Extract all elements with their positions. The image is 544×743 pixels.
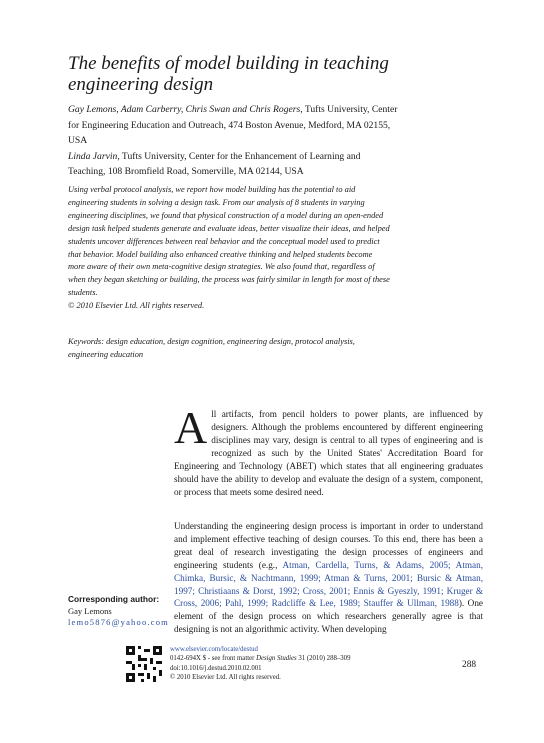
article-title: The benefits of model building in teaching engineering design <box>68 53 389 95</box>
para2-start: Understanding the engineering design process is important in order to understand and implement effective teaching of design courses. To this end, there has been a great deal of research investigating the design processes of engineers and engineering students (e.g., <box>174 521 483 570</box>
journal-name: Design Studies <box>256 655 297 663</box>
intro-paragraph <box>174 402 483 499</box>
keywords: Keywords: design education, design cognition, engineering design, protocol analysis, engineering education <box>68 337 355 359</box>
abstract <box>68 184 390 313</box>
page-number: 288 <box>462 660 477 670</box>
issn-suffix: 31 (2010) 288–309 <box>296 655 351 663</box>
qr-code-icon <box>126 646 162 682</box>
citation-links[interactable]: Atman, Cardella, Turns, & Adams, 2005; Atman, Chimka, Bursic, & Nachtmann, 1999; Atman & Turns, 2001; Bursic & Atman, 1997; Christiaans & Dorst, 1992; Cross, 2001; Ennis & Gyeszly, 1991; Kruger & Cross, 2006; Pahl, 1999; Radcliffe & Lee, 1989; Stauffer & Ullman, 1988 <box>174 559 483 609</box>
corresponding-author <box>68 594 168 629</box>
author-name-2: Linda Jarvin <box>68 150 118 162</box>
intro-text: ll artifacts, from pencil holders to power plants, are influenced by designers. Although the problems encountered by different engineering disciplines may vary, design is central to all types of engineering and is recognized as such by the United States' Accreditation Board for Engineering and Technology (ABET) which states that all engineering graduates should have the ability to develop and evaluate the design of a system, component, or process that meets some desired need. <box>174 409 483 497</box>
corresponding-label: Corresponding author: <box>68 594 160 604</box>
drop-cap: A <box>174 402 208 453</box>
para2-end: ). One element of the design process on which researchers generally agree is that designing is not an algorithmic activity. When developing <box>174 598 483 635</box>
author-block <box>68 102 398 180</box>
corresponding-email[interactable]: lemo5876@yahoo.com <box>68 617 169 627</box>
journal-url[interactable]: www.elsevier.com/locate/destud <box>170 646 258 653</box>
affiliation-1: , Tufts University, Center for Engineering Education and Outreach, 474 Boston Avenue, Medford, MA 02155, USA <box>68 104 398 146</box>
abstract-text: Using verbal protocol analysis, we report how model building has the potential to aid engineering students in solving a design task. From our analysis of 8 students in varying engineering disciplines, we found that physical construction of a model during an open-ended design task helped students generate and evaluate ideas, better visualize their ideas, and helped students uncover differences between real behavior and the conceptual model used to predict that behavior. Model building also enhanced creative thinking and helped students become more aware of their own meta-cognitive design strategies. We also found that, regardless of when they began sketching or building, the process was fairly similar in length for most of these students. <box>68 185 390 298</box>
article-footer <box>170 645 410 683</box>
affiliation-2: , Tufts University, Center for the Enhancement of Learning and Teaching, 108 Bromfield Road, Somerville, MA 02144, USA <box>68 150 361 177</box>
author-names: Gay Lemons, Adam Carberry, Chris Swan and Chris Rogers <box>68 104 301 115</box>
body-paragraph <box>174 520 483 636</box>
corresponding-name: Gay Lemons <box>68 605 112 616</box>
issn-line <box>170 654 410 663</box>
issn-prefix: 0142-694X $ - see front matter <box>170 655 257 663</box>
doi[interactable]: doi:10.1016/j.destud.2010.02.001 <box>170 664 262 672</box>
abstract-copyright: © 2010 Elsevier Ltd. All rights reserved. <box>68 301 205 311</box>
footer-copyright: © 2010 Elsevier Ltd. All rights reserved. <box>170 674 281 682</box>
